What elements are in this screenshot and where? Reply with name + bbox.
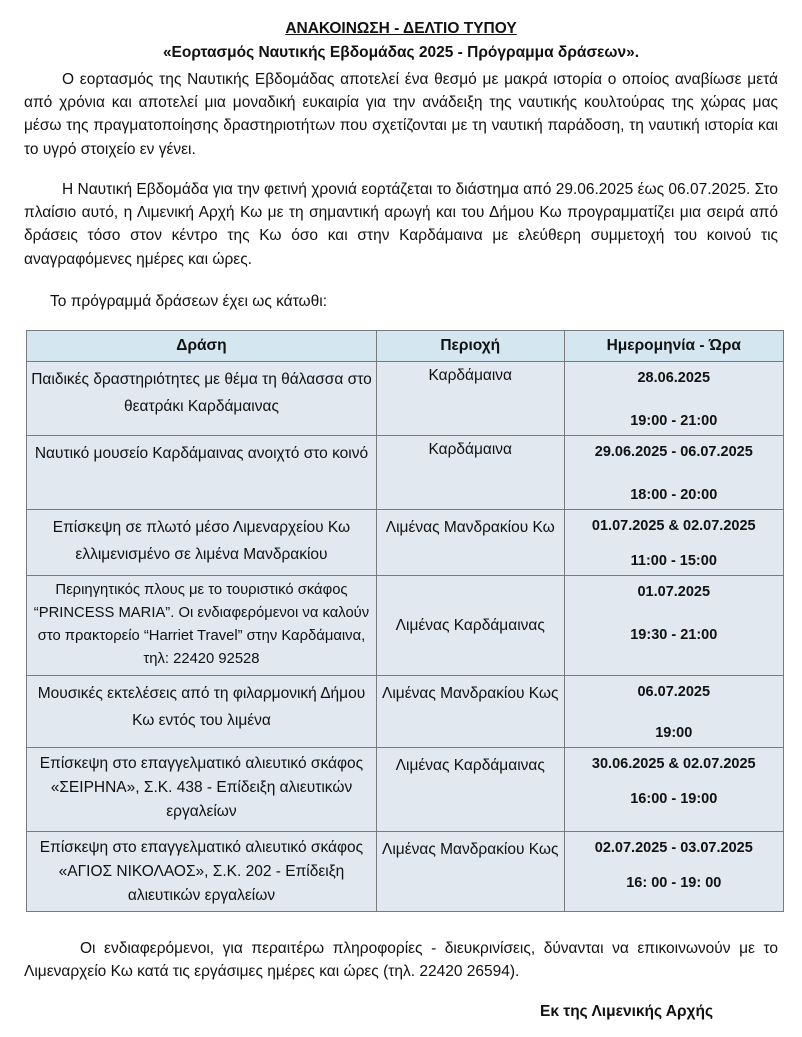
header-area: Περιοχή <box>376 331 564 362</box>
date-text: 28.06.2025 <box>637 370 711 386</box>
date-time-cell <box>564 748 783 832</box>
time-text: 19:00 <box>655 725 693 741</box>
date-time-cell <box>564 362 783 436</box>
area-cell: Καρδάμαινα <box>376 436 564 510</box>
time-text: 11:00 - 15:00 <box>630 553 717 569</box>
area-cell: Λιμένας Καρδάμαινας <box>376 748 564 832</box>
time-text: 18:00 - 20:00 <box>630 487 718 503</box>
date-text: 01.07.2025 <box>637 584 711 600</box>
time-text: 16: 00 - 19: 00 <box>626 875 722 891</box>
date-time-cell <box>564 510 783 576</box>
area-cell: Λιμένας Μανδρακίου Κως <box>376 676 564 748</box>
table-row <box>27 832 784 912</box>
action-cell: Μουσικές εκτελέσεις από τη φιλαρμονική Δήμου Κω εντός του λιμένα <box>27 676 377 748</box>
header-action: Δράση <box>27 331 377 362</box>
signature: Εκ της Λιμενικής Αρχής <box>540 1003 714 1020</box>
time-text: 16:00 - 19:00 <box>630 791 718 807</box>
header-date-time: Ημερομηνία - Ώρα <box>564 331 783 362</box>
date-text: 06.07.2025 <box>637 684 711 700</box>
table-row <box>27 748 784 832</box>
date-text: 30.06.2025 & 02.07.2025 <box>591 756 756 772</box>
intro-paragraph: Ο εορτασμός της Ναυτικής Εβδομάδας αποτελεί ένα θεσμό με μακρά ιστορία ο οποίος αναβίωσε μετά από χρόνια και αποτελεί μια μοναδική ευκαιρία για την ανάδειξη της ναυτικής κουλτούρας της χώρας μας μέσω της πραγματοποίησης δραστηριοτήτων που σχετίζονται με τη ναυτική παράδοση, τη ναυτική ιστορία και το υγρό στοιχείο εν γένει. <box>24 71 778 158</box>
date-time-cell <box>564 436 783 510</box>
area-cell: Λιμένας Μανδρακίου Κως <box>376 832 564 912</box>
area-cell: Λιμένας Μανδρακίου Κω <box>376 510 564 576</box>
table-row <box>27 362 784 436</box>
action-cell: Ναυτικό μουσείο Καρδάμαινας ανοιχτό στο κοινό <box>27 436 377 510</box>
date-time-cell <box>564 576 783 676</box>
action-cell: Επίσκεψη σε πλωτό μέσο Λιμεναρχείου Κω ελλιμενισμένο σε λιμένα Μανδρακίου <box>27 510 377 576</box>
area-cell: Καρδάμαινα <box>376 362 564 436</box>
action-cell: Περιηγητικός πλους με το τουριστικό σκάφος “PRINCESS MARIA”. Οι ενδιαφερόμενοι να καλούν στο πρακτορείο “Harriet Travel” στην Καρδάμαινα, τηλ: 22420 92528 <box>27 576 377 676</box>
table-header-row <box>27 331 784 362</box>
date-time-cell <box>564 832 783 912</box>
time-text: 19:30 - 21:00 <box>630 627 718 643</box>
table-row <box>27 576 784 676</box>
date-text: 02.07.2025 - 03.07.2025 <box>594 840 753 856</box>
program-intro: Το πρόγραμμά δράσεων έχει ως κάτωθι: <box>50 293 328 310</box>
action-cell: Επίσκεψη στο επαγγελματικό αλιευτικό σκάφος «ΑΓΙΟΣ ΝΙΚΟΛΑΟΣ», Σ.Κ. 202 - Επίδειξη αλιευτικών εργαλείων <box>27 832 377 912</box>
area-cell: Λιμένας Καρδάμαινας <box>376 576 564 676</box>
date-text: 01.07.2025 & 02.07.2025 <box>591 518 756 534</box>
document-title: ΑΝΑΚΟΙΝΩΣΗ - ΔΕΛΤΙΟ ΤΥΠΟΥ <box>285 20 517 37</box>
action-cell: Παιδικές δραστηριότητες με θέμα τη θάλασσα στο θεατράκι Καρδάμαινας <box>27 362 377 436</box>
table-row <box>27 436 784 510</box>
dates-paragraph: Η Ναυτική Εβδομάδα για την φετινή χρονιά εορτάζεται το διάστημα από 29.06.2025 έως 06.07.2025. Στο πλαίσιο αυτό, η Λιμενική Αρχή Κω με τη σημαντική αρωγή και του Δήμου Κω προγραμματίζει μια σειρά από δράσεις τόσο στον κέντρο της Κω όσο και στην Καρδάμαινα με ελεύθερη συμμετοχή του κοινού τις αναγραφόμενες ημέρες και ώρες. <box>24 181 778 268</box>
table-row <box>27 510 784 576</box>
time-text: 19:00 - 21:00 <box>630 413 718 429</box>
table-row <box>27 676 784 748</box>
document-subtitle: «Εορτασμός Ναυτικής Εβδομάδας 2025 - Πρόγραμμα δράσεων». <box>162 44 640 61</box>
date-text: 29.06.2025 - 06.07.2025 <box>594 444 753 460</box>
action-cell: Επίσκεψη στο επαγγελματικό αλιευτικό σκάφος «ΣΕΙΡΗΝΑ», Σ.Κ. 438 - Επίδειξη αλιευτικών εργαλείων <box>27 748 377 832</box>
contact-paragraph: Οι ενδιαφερόμενοι, για περαιτέρω πληροφορίες - διευκρινίσεις, δύνανται να επικοινωνούν με το Λιμεναρχείο Κω κατά τις εργάσιμες ημέρες και ώρες (τηλ. 22420 26594). <box>24 940 778 981</box>
date-time-cell <box>564 676 783 748</box>
program-table <box>26 330 784 912</box>
